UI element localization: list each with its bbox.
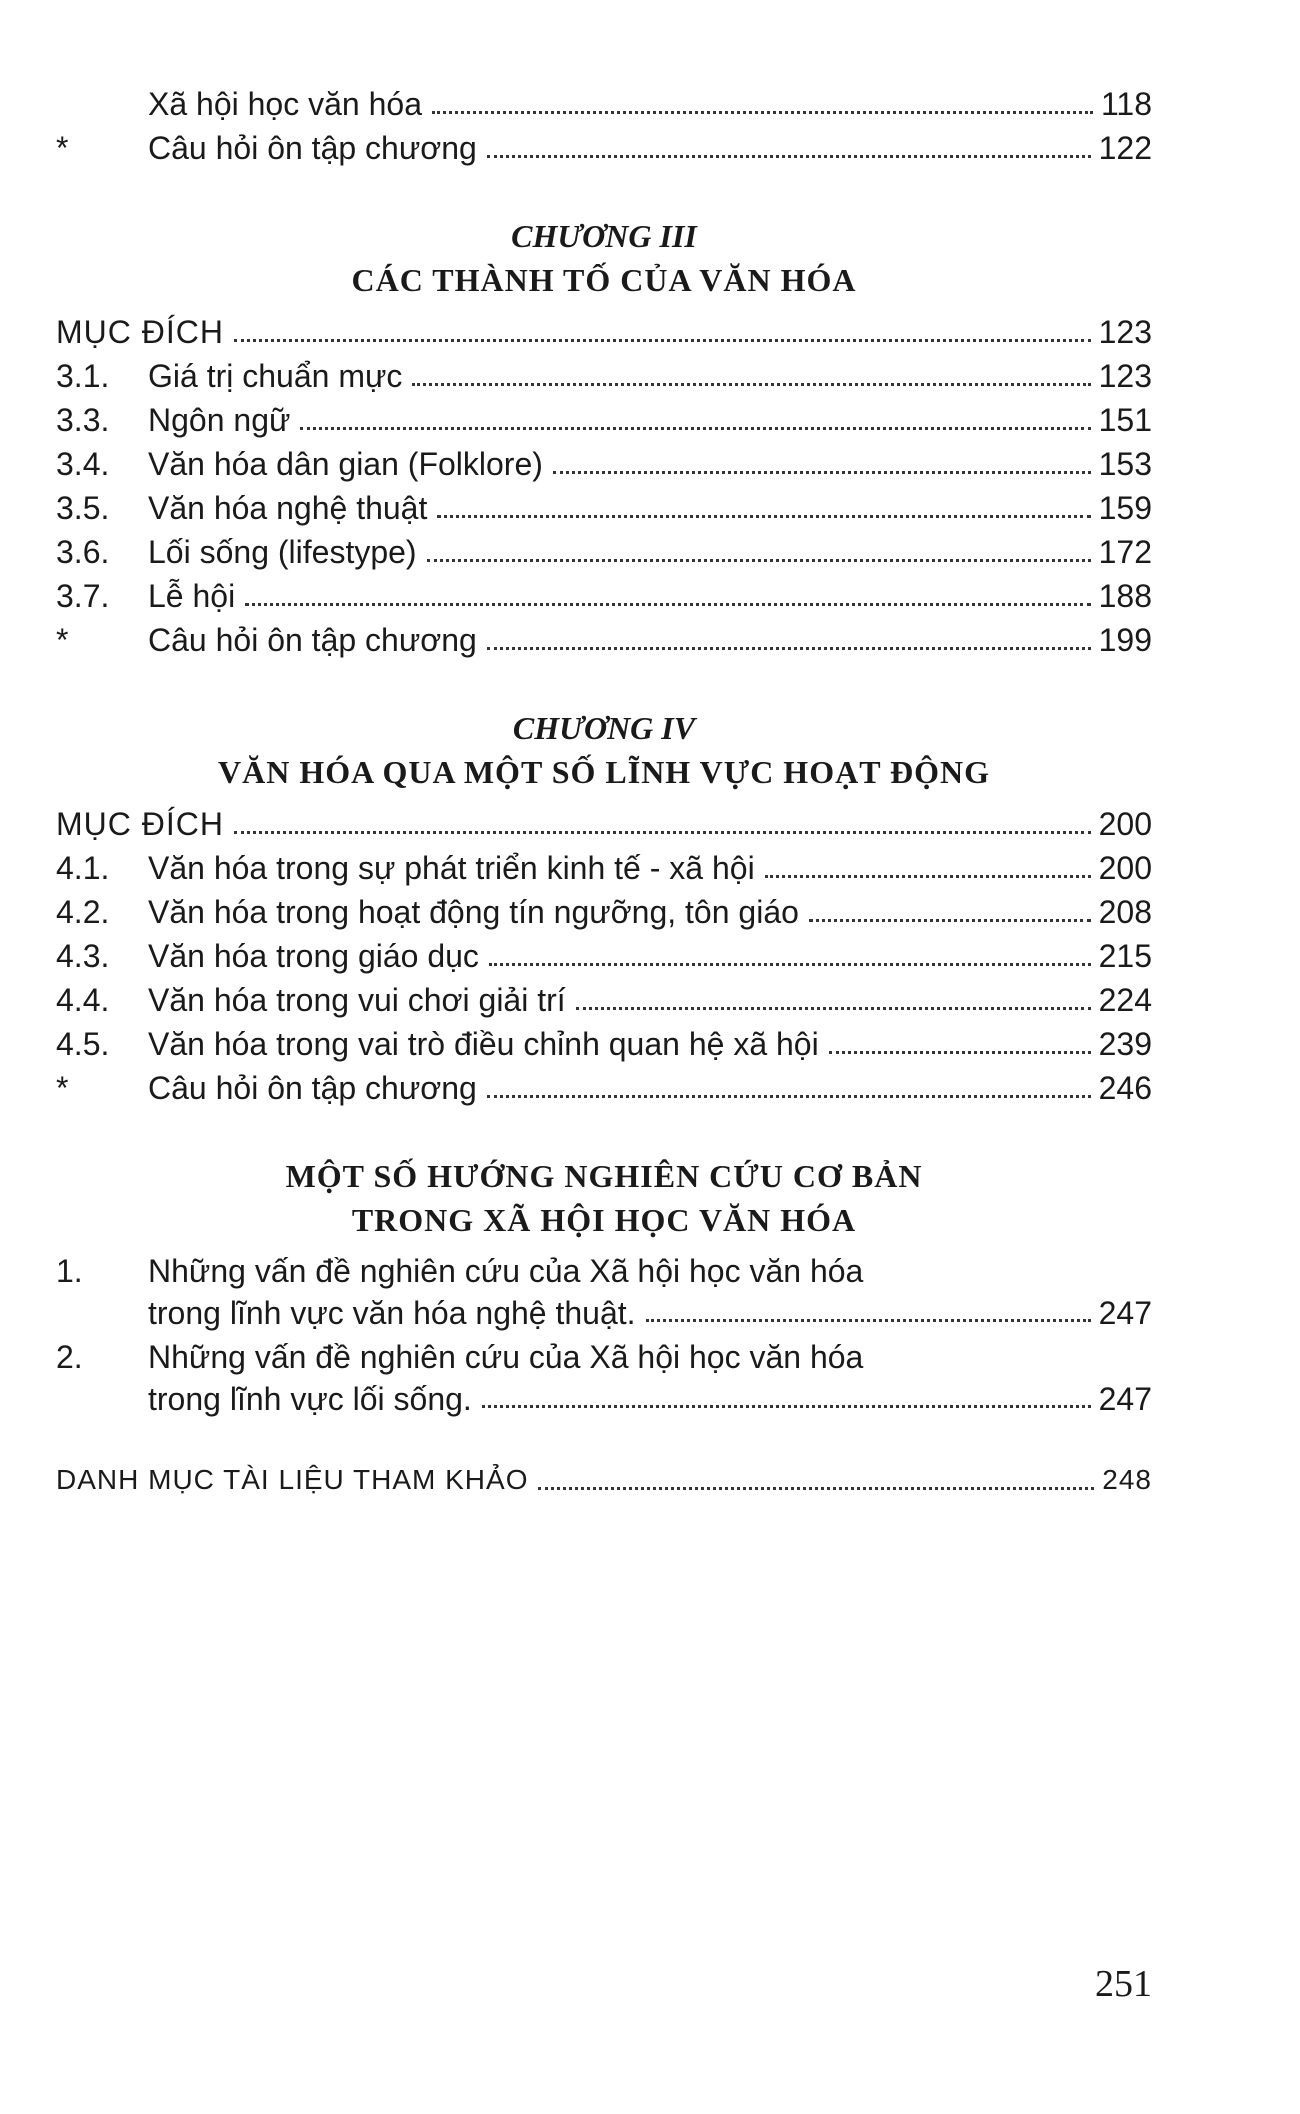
entry-number: 2. [56,1339,83,1375]
toc-entry-purpose [56,310,1152,354]
entry-page: 151 [1098,402,1152,438]
entry-title: Giá trị chuẩn mực [148,358,403,394]
chapter-title: CÁC THÀNH TỐ CỦA VĂN HÓA [351,262,857,298]
entry-page: 199 [1098,622,1152,658]
dot-leader [412,381,1090,386]
entry-title: Những vấn đề nghiên cứu của Xã hội học văn hóa [148,1339,864,1375]
section-title-line: TRONG XÃ HỘI HỌC VĂN HÓA [351,1202,857,1238]
entry-title: Ngôn ngữ [148,402,291,438]
entry-title: Văn hóa dân gian (Folklore) [148,446,543,482]
entry-number: * [56,1070,69,1106]
dot-leader [300,425,1090,430]
dot-leader [489,961,1091,966]
entry-title: Câu hỏi ôn tập chương [148,1070,477,1106]
dot-leader [576,1005,1091,1010]
section-title-line: MỘT SỐ HƯỚNG NGHIÊN CỨU CƠ BẢN [285,1158,923,1194]
entry-number: 4.5. [56,1026,110,1062]
dot-leader [427,557,1091,562]
entry-page: 123 [1098,314,1152,350]
entry-page: 208 [1098,894,1152,930]
entry-page: 224 [1098,982,1152,1018]
entry-page: 200 [1098,850,1152,886]
entry-title: Lễ hội [148,578,236,614]
entry-page: 200 [1098,806,1152,842]
entry-number: 4.3. [56,938,110,974]
entry-title-continued: trong lĩnh vực lối sống. [148,1381,472,1417]
entry-number: 1. [56,1253,83,1289]
entry-number: 3.7. [56,578,110,614]
toc-entry [56,1336,1152,1420]
toc-entry-purpose [56,802,1152,846]
entry-title: Câu hỏi ôn tập chương [148,130,477,166]
entry-number: * [56,622,69,658]
entry-page: 172 [1098,534,1152,570]
entry-page: 247 [1098,1295,1152,1331]
entry-page: 118 [1100,86,1152,122]
dot-leader [829,1049,1091,1054]
chapter-label: CHƯƠNG III [511,218,697,254]
dot-leader [234,829,1091,834]
entry-page: 215 [1098,938,1152,974]
entry-title: Xã hội học văn hóa [148,86,422,122]
entry-title: Những vấn đề nghiên cứu của Xã hội học văn hóa [148,1253,864,1289]
entry-number: 3.6. [56,534,110,570]
chapter-label: CHƯƠNG IV [512,710,696,746]
entry-page: 247 [1098,1381,1152,1417]
entry-title: MỤC ĐÍCH [56,314,224,350]
toc-entry [56,574,1152,618]
entry-title: Văn hóa trong hoạt động tín ngưỡng, tôn giáo [148,894,799,930]
entry-number: 3.5. [56,490,110,526]
chapter-4-heading [56,706,1152,794]
table-of-contents [56,82,1152,1502]
entry-number: 3.4. [56,446,110,482]
toc-entry [56,442,1152,486]
dot-leader [432,109,1093,114]
dot-leader [765,873,1091,878]
toc-entry [56,1250,1152,1334]
entry-number: 3.1. [56,358,110,394]
entry-number: * [56,130,69,166]
entry-title: Lối sống (lifestype) [148,534,417,570]
toc-entry [56,354,1152,398]
entry-title: Câu hỏi ôn tập chương [148,622,477,658]
toc-entry [56,398,1152,442]
entry-title: Văn hóa trong vui chơi giải trí [148,982,566,1018]
dot-leader [245,601,1090,606]
page-number: 251 [1095,1963,1152,2005]
entry-title: DANH MỤC TÀI LIỆU THAM KHẢO [56,1464,529,1495]
toc-entry [56,890,1152,934]
entry-title-continued: trong lĩnh vực văn hóa nghệ thuật. [148,1295,636,1331]
toc-entry [56,846,1152,890]
entry-number: 4.1. [56,850,110,886]
toc-entry [56,126,1152,170]
dot-leader [646,1317,1091,1322]
entry-title: Văn hóa trong giáo dục [148,938,479,974]
dot-leader [487,153,1091,158]
dot-leader [234,337,1091,342]
entry-number: 4.2. [56,894,110,930]
entry-page: 246 [1098,1070,1152,1106]
research-heading [56,1154,1152,1242]
entry-page: 123 [1098,358,1152,394]
chapter-3-heading [56,214,1152,302]
toc-entry-references [56,1458,1152,1502]
dot-leader [538,1485,1094,1490]
entry-title: Văn hóa nghệ thuật [148,490,428,526]
entry-title: MỤC ĐÍCH [56,806,224,842]
entry-page: 153 [1098,446,1152,482]
chapter-title: VĂN HÓA QUA MỘT SỐ LĨNH VỰC HOẠT ĐỘNG [218,754,990,790]
toc-entry [56,486,1152,530]
entry-page: 188 [1098,578,1152,614]
toc-entry [56,978,1152,1022]
entry-title: Văn hóa trong vai trò điều chỉnh quan hệ xã hội [148,1026,819,1062]
entry-page: 239 [1098,1026,1152,1062]
dot-leader [482,1403,1091,1408]
dot-leader [553,469,1091,474]
toc-entry [56,82,1152,126]
entry-title: Văn hóa trong sự phát triển kinh tế - xã hội [148,850,755,886]
entry-page: 159 [1098,490,1152,526]
entry-number: 3.3. [56,402,110,438]
toc-entry [56,1022,1152,1066]
dot-leader [809,917,1091,922]
dot-leader [487,1093,1091,1098]
entry-page: 248 [1102,1464,1152,1495]
entry-page: 122 [1098,130,1152,166]
dot-leader [437,513,1090,518]
toc-entry [56,530,1152,574]
toc-entry [56,1066,1152,1110]
toc-entry [56,934,1152,978]
entry-number: 4.4. [56,982,110,1018]
dot-leader [487,645,1091,650]
toc-entry [56,618,1152,662]
